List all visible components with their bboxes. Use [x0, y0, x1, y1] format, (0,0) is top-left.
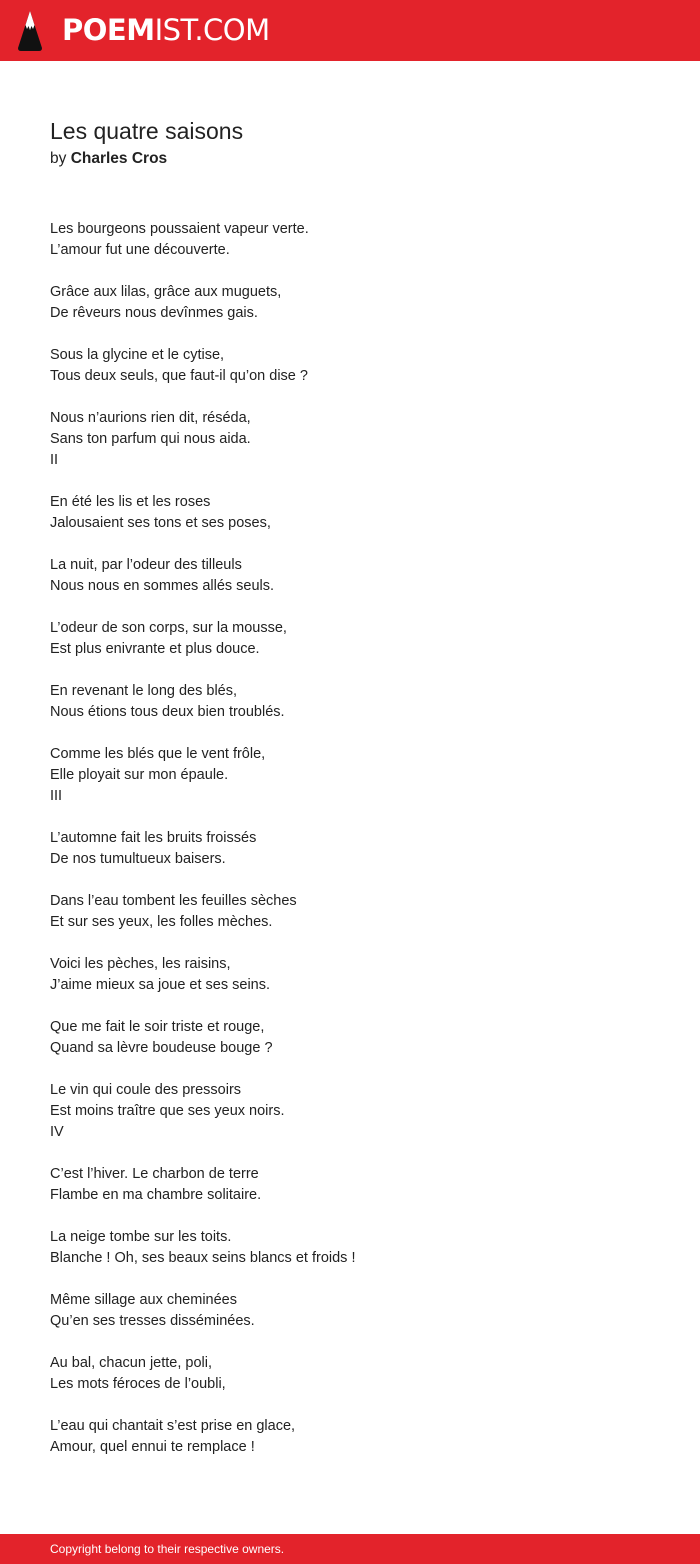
byline [50, 149, 167, 169]
poem-line: En été les lis et les roses [50, 494, 211, 510]
stanza [50, 1080, 650, 1143]
poem-line: Amour, quel ennui te remplace ! [50, 1439, 255, 1455]
poem-line: L’eau qui chantait s’est prise en glace, [50, 1418, 296, 1434]
poem-line: Le vin qui coule des pressoirs [50, 1082, 242, 1098]
stanza [50, 282, 650, 324]
poem-line: Elle ployait sur mon épaule. [50, 767, 229, 783]
poem-line: Dans l’eau tombent les feuilles sèches [50, 893, 297, 909]
poem-line: Voici les pèches, les raisins, [50, 956, 231, 972]
poem-line: Les bourgeons poussaient vapeur verte. [50, 221, 309, 237]
stanza [50, 345, 650, 387]
stanza [50, 954, 650, 996]
poem-line: Que me fait le soir triste et rouge, [50, 1019, 265, 1035]
poem-title: Les quatre saisons [50, 118, 244, 144]
stanza [50, 1353, 650, 1395]
poem-line: J’aime mieux sa joue et ses seins. [50, 977, 271, 993]
poem-line: Sous la glycine et le cytise, [50, 347, 225, 363]
poem-line: III [50, 788, 63, 804]
poem-line: Au bal, chacun jette, poli, [50, 1355, 213, 1371]
stanza [50, 1290, 650, 1332]
poem-body [50, 219, 650, 1479]
stanza [50, 618, 650, 660]
poem-line: La nuit, par l’odeur des tilleuls [50, 557, 242, 573]
poem-line: La neige tombe sur les toits. [50, 1229, 232, 1245]
poem-line: Est plus enivrante et plus douce. [50, 641, 260, 657]
poem-line: De nos tumultueux baisers. [50, 851, 226, 867]
stanza [50, 1227, 650, 1269]
poem-line: Est moins traître que ses yeux noirs. [50, 1103, 285, 1119]
stanza [50, 891, 650, 933]
logo-bold-text: POEM [62, 13, 155, 47]
copyright-text: Copyright belong to their respective owners. [50, 1542, 285, 1556]
poem-line: Qu’en ses tresses disséminées. [50, 1313, 255, 1329]
stanza [50, 219, 650, 261]
stanza [50, 492, 650, 534]
poem-line: Blanche ! Oh, ses beaux seins blancs et froids ! [50, 1250, 356, 1266]
poem-line: Flambe en ma chambre solitaire. [50, 1187, 262, 1203]
poem-line: Nous nous en sommes allés seuls. [50, 578, 275, 594]
site-footer [0, 1534, 700, 1564]
by-label: by [50, 150, 67, 167]
stanza [50, 1416, 650, 1458]
poem-line: L’amour fut une découverte. [50, 242, 230, 258]
poem-line: Même sillage aux cheminées [50, 1292, 237, 1308]
poem-line: L’automne fait les bruits froissés [50, 830, 257, 846]
stanza [50, 744, 650, 807]
poem-line: En revenant le long des blés, [50, 683, 238, 699]
site-logo[interactable] [62, 13, 270, 47]
poem-line: Nous étions tous deux bien troublés. [50, 704, 285, 720]
author-name: Charles Cros [70, 150, 168, 167]
poem-line: C’est l’hiver. Le charbon de terre [50, 1166, 259, 1182]
stanza [50, 1164, 650, 1206]
poem-line: Tous deux seuls, que faut-il qu’on dise ? [50, 368, 308, 384]
stanza [50, 555, 650, 597]
site-header [0, 0, 700, 61]
logo-light-text: IST.COM [154, 13, 270, 47]
poem-line: Quand sa lèvre boudeuse bouge ? [50, 1040, 273, 1056]
stanza [50, 681, 650, 723]
poem-line: Sans ton parfum qui nous aida. [50, 431, 251, 447]
poem-line: II [50, 452, 59, 468]
poem-line: Comme les blés que le vent frôle, [50, 746, 266, 762]
poem-line: De rêveurs nous devînmes gais. [50, 305, 258, 321]
poem-line: Jalousaient ses tons et ses poses, [50, 515, 271, 531]
poem-line: L’odeur de son corps, sur la mousse, [50, 620, 287, 636]
poem-line: Les mots féroces de l’oubli, [50, 1376, 226, 1392]
poem-line: Grâce aux lilas, grâce aux muguets, [50, 284, 282, 300]
stanza [50, 1017, 650, 1059]
stanza [50, 828, 650, 870]
poem-line: IV [50, 1124, 64, 1140]
stanza [50, 408, 650, 471]
poem-line: Et sur ses yeux, les folles mèches. [50, 914, 273, 930]
pencil-tip-icon[interactable] [17, 10, 43, 52]
poem-line: Nous n’aurions rien dit, réséda, [50, 410, 251, 426]
